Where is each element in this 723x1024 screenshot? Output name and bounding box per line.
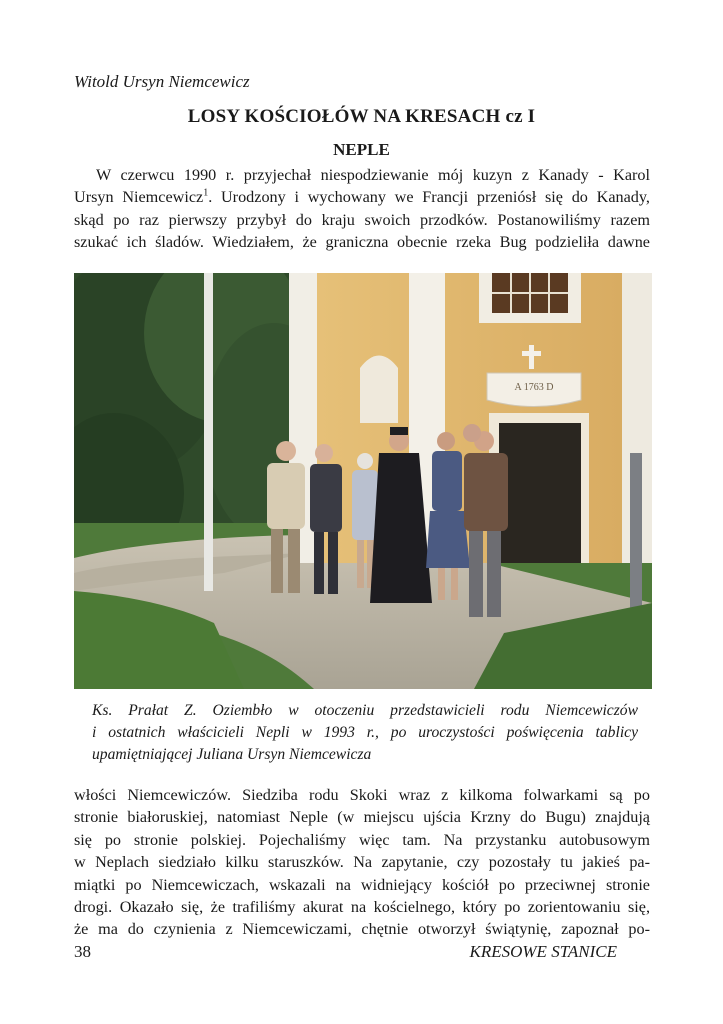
plaque-inscription: A 1763 D xyxy=(514,382,554,393)
photo-caption xyxy=(92,700,638,766)
photo-illustration xyxy=(74,273,652,689)
paragraph-line-part: . Urodzony i wychowany we Francji przeniósł się do Kanady, xyxy=(208,188,650,207)
paragraph-line: miątki po Niemcewiczach, wskazali na widniejący kościół po przeciwnej stronie xyxy=(74,875,650,894)
footnote-ref: 1 xyxy=(203,188,209,200)
paragraph-line: W czerwcu 1990 r. przyjechał niespodziewanie mój kuzyn z Kanady - Karol xyxy=(96,166,650,184)
paragraph-line: drogi. Okazało się, że trafiliśmy akurat na kościelnego, który po zorientowaniu się, xyxy=(74,898,650,917)
paragraph-line: stronie białoruskiej, natomiast Neple (w miejscu ujścia Krzny do Bugu) znajdują xyxy=(74,808,650,827)
paragraph-line: się po stronie polskiej. Pojechaliśmy więc tam. Na przystanku autobusowym xyxy=(74,830,650,849)
paragraph-line: włości Niemcewiczów. Siedziba rodu Skoki wraz z kilkoma folwarkami są po xyxy=(74,786,650,804)
intro-paragraph xyxy=(74,164,650,254)
paragraph-line: w Neplach siedziało kilku staruszków. Na zapytanie, czy pozostały tu jakieś pa- xyxy=(74,853,650,872)
page-number: 38 xyxy=(74,942,91,961)
church-group-photo xyxy=(74,273,652,689)
paragraph-line xyxy=(74,186,650,208)
author-name: Witold Ursyn Niemcewicz xyxy=(74,72,250,91)
running-title: KRESOWE STANICE xyxy=(469,942,617,961)
body-paragraph xyxy=(74,784,650,941)
paragraph-line: szukać ich śladów. Wiedziałem, że graniczna obecnie rzeka Bug podzieliła dawne xyxy=(74,233,650,252)
paragraph-line-part: Ursyn Niemcewicz xyxy=(74,188,204,207)
caption-line: i ostatnich właścicieli Nepli w 1993 r., po uroczystości poświęcenia tablicy xyxy=(92,724,638,741)
caption-line: Ks. Prałat Z. Oziembło w otoczeniu przedstawicieli rodu Niemcewiczów xyxy=(92,702,638,719)
caption-line: upamiętniającej Juliana Ursyn Niemcewicza xyxy=(92,746,372,763)
paragraph-line: że ma do czynienia z Niemcewiczami, chętnie otworzył świątynię, zapoznał po- xyxy=(74,920,650,939)
section-subtitle: NEPLE xyxy=(333,140,390,159)
article-title: LOSY KOŚCIOŁÓW NA KRESACH cz I xyxy=(187,106,536,127)
paragraph-line: skąd po raz pierwszy przybył do kraju swoich przodków. Postanowiliśmy razem xyxy=(74,210,650,229)
